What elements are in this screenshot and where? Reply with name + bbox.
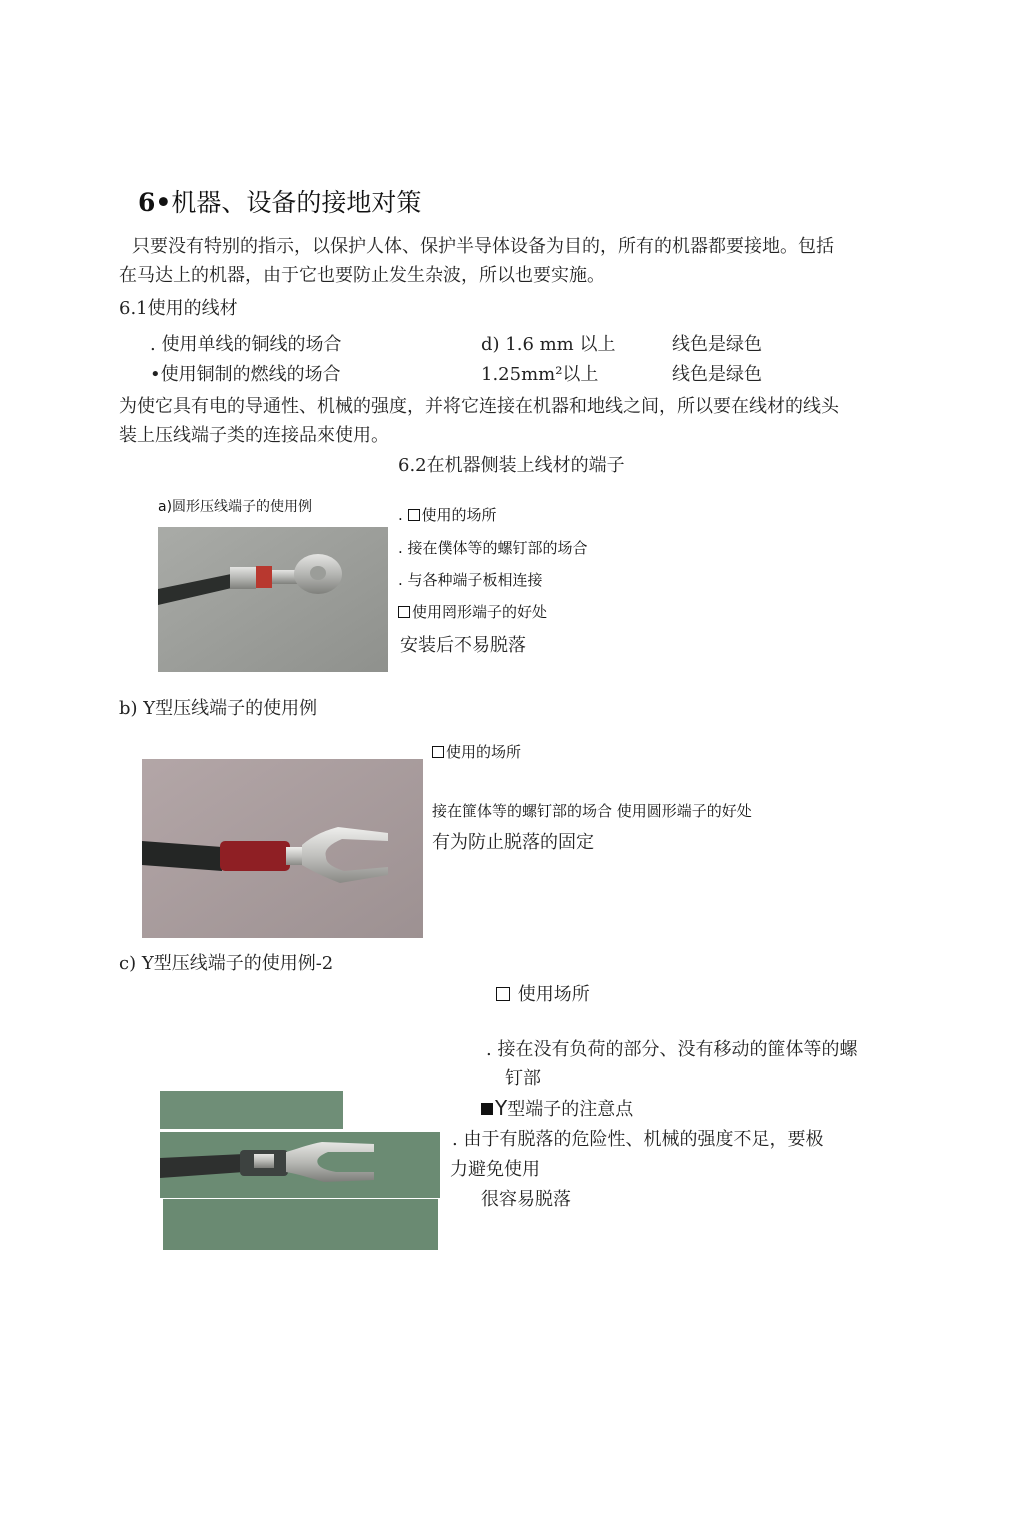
example-a-benefit: 安装后不易脱落 xyxy=(400,635,526,656)
wire-row-2-label: •使用铜制的燃线的场合 xyxy=(150,364,341,385)
checkbox-square-icon xyxy=(496,987,510,1001)
example-a-item-2: . 与各种端子板相连接 xyxy=(398,571,543,589)
example-b-line: 接在篚体等的螺钉部的场合 使用圆形端子的好处 xyxy=(432,802,752,820)
intro-line-1: 只要没有特别的指示，以保护人体、保护半导体设备为目的，所有的机器都要接地。包括 xyxy=(132,236,834,257)
example-b-place-heading: 使用的场所 xyxy=(432,741,521,762)
example-b-caption: b) Y型压线端子的使用例 xyxy=(119,698,318,719)
example-c-caption: c) Y型压线端子的使用例-2 xyxy=(119,953,334,974)
section-title: 机器、设备的接地对策 xyxy=(171,188,422,217)
wire-row-2-size: 1.25mm²以上 xyxy=(481,364,599,385)
example-a-caption: a)圆形压线端子的使用例 xyxy=(158,499,313,515)
wire-row-1-label: . 使用单线的铜线的场合 xyxy=(150,334,342,355)
wire-note-line-1: 为使它具有电的导通性、机械的强度，并将它连接在机器和地线之间，所以要在线材的线头 xyxy=(119,396,839,417)
checkbox-square-icon xyxy=(408,509,420,521)
y-terminal-2-photo xyxy=(160,1132,440,1198)
black-square-icon xyxy=(481,1103,493,1115)
round-terminal-photo xyxy=(158,527,388,672)
example-c-warning-c: 很容易脱落 xyxy=(481,1189,571,1210)
subsection-6-2-heading: 6.2在机器侧装上线材的端子 xyxy=(398,455,625,476)
y-terminal-2-photo-top xyxy=(160,1091,343,1129)
y-terminal-photo xyxy=(142,759,423,938)
example-b-benefit: 有为防止脱落的固定 xyxy=(432,832,594,853)
page-title xyxy=(138,183,421,219)
wire-row-1-color: 线色是绿色 xyxy=(672,334,762,355)
round-terminal-image xyxy=(158,527,388,672)
y-terminal-2-image xyxy=(160,1132,440,1198)
example-c-warning-a: . 由于有脱落的危险性、机械的强度不足，要极 xyxy=(452,1129,824,1150)
checkbox-square-icon xyxy=(432,746,444,758)
example-c-notice-heading: Y型端子的注意点 xyxy=(481,1095,633,1121)
y-terminal-2-photo-bottom xyxy=(163,1199,438,1250)
example-c-item-1b: 钉部 xyxy=(505,1068,541,1089)
example-c-place-heading: 使用场所 xyxy=(496,980,590,1006)
example-a-benefit-heading: 使用罔形端子的好处 xyxy=(398,601,547,622)
wire-row-2-color: 线色是绿色 xyxy=(672,364,762,385)
section-number: 6• xyxy=(138,188,172,217)
checkbox-square-icon xyxy=(398,606,410,618)
example-c-warning-b: 力避免使用 xyxy=(450,1159,540,1180)
example-a-item-1: . 接在僕体等的螺钉部的场合 xyxy=(398,539,588,557)
example-a-place-heading: . 使用的场所 xyxy=(398,506,497,524)
subsection-6-1-heading: 6.1使用的线材 xyxy=(119,298,238,319)
example-c-item-1a: . 接在没有负荷的部分、没有移动的篚体等的螺 xyxy=(486,1039,858,1060)
y-terminal-image xyxy=(142,759,423,938)
intro-line-2: 在马达上的机器，由于它也要防止发生杂波，所以也要实施。 xyxy=(119,265,605,286)
wire-note-line-2: 装上压线端子类的连接品來使用。 xyxy=(119,425,389,446)
wire-row-1-size: d) 1.6 mm 以上 xyxy=(481,334,616,355)
